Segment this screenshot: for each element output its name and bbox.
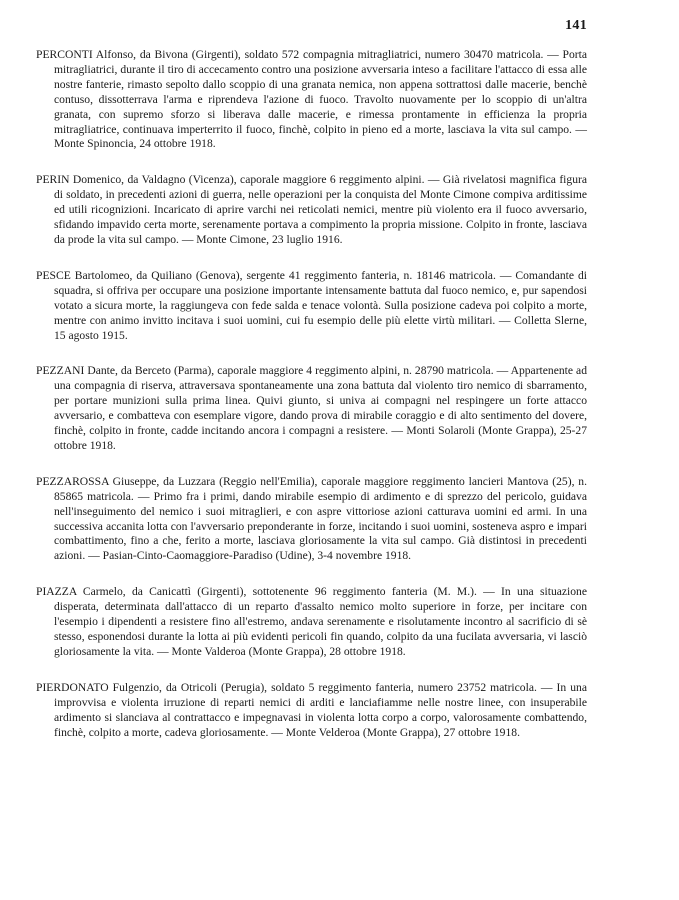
entry-text: Dante, da Berceto (Parma), caporale maggiore 4 reggimento alpini, n. 28790 matricola. — Appartenente ad una compagnia di riserva, attraversava spontaneamente una zona battuta dal violento tiro nemico di sbarramento, per portare munizioni sulla prima linea. Quivi giunto, si univa ai compagni nel respingere un forte attacco avversario, e combatteva con esemplare vigore, dando prova di mirabile coraggio e di alto sentimento del dovere, finchè, colpito in fronte, cadde incitando ancora i compagni a resistere. — Monti Solaroli (Monte Grappa), 25-27 ottobre 1918.	[54, 364, 587, 452]
entry-text: Alfonso, da Bivona (Girgenti), soldato 572 compagnia mitragliatrici, numero 30470 matricola. — Porta mitragliatrici, durante il tiro di accecamento contro una posizione avversaria inteso a facilitare l'attacco di essa alle nostre fanterie, rimasto sepolto dallo scoppio di una granata nemica, non appena sottrattosi dalle macerie, benchè contuso, dissotterrava l'arma e riprendeva l'azione di fuoco. Travolto nuovamente per lo scoppio di un'altra granata, con supremo sforzo si liberava dalle macerie, e rimessa prontamente in efficienza la propria mitragliatrice, continuava imperterrito il fuoco, finchè, colpito in pieno ed a morte, lasciava la vita sul campo. — Monte Spinoncia, 24 ottobre 1918.	[54, 48, 587, 151]
entry-surname: PEZZANI	[36, 364, 85, 378]
citation-entry	[36, 364, 587, 453]
entry-surname: PIERDONATO	[36, 680, 109, 694]
entry-text: Carmelo, da Canicattì (Girgenti), sottotenente 96 reggimento fanteria (M. M.). — In una situazione disperata, determinata dall'attacco di un reparto d'assalto nemico molto superiore in forze, per incitare con l'esempio i dipendenti a resistere fino all'estremo, andava serenamente e risolutamente incontro al sacrificio di sè stesso, esponendosi durante la lotta ai più evidenti pericoli fin quando, colpito da una fucilata avversaria, vi lasciò gloriosamente la vita. — Monte Valderoa (Monte Grappa), 28 ottobre 1918.	[54, 585, 587, 658]
entry-text: Domenico, da Valdagno (Vicenza), caporale maggiore 6 reggimento alpini. — Già rivelatosi magnifica figura di soldato, in precedenti azioni di guerra, nelle operazioni per la conquista del Monte Cimone compiva arditissime ed utili ricognizioni. Incaricato di aprire varchi nei reticolati nemici, mentre più violento era il fuoco avversario, sfidando impavido certa morte, serenamente portava a compimento la propria missione. Colpito in fronte, lasciava da prode la vita sul campo. — Monte Cimone, 23 luglio 1916.	[54, 173, 587, 246]
entry-text: Giuseppe, da Luzzara (Reggio nell'Emilia), caporale maggiore reggimento lancieri Mantova (25), n. 85865 matricola. — Primo fra i primi, dando mirabile esempio di ardimento e di sprezzo del pericolo, guidava nell'inseguimento del nemico i suoi mitraglieri, e con aspre vittoriose azioni catturava uomini ed armi. In una successiva accanita lotta con l'avversario preponderante in forze, incitando i suoi uomini, sosteneva aspro e impari combattimento, fino a che, ferito a morte, lasciava gloriosamente la vita sul campo. Già distintosi in precedenti azioni. — Pasian-Cinto-Caomaggiore-Paradiso (Udine), 3-4 novembre 1918.	[54, 474, 587, 563]
page-number: 141	[565, 18, 587, 33]
entry-surname: PEZZAROSSA	[36, 474, 109, 488]
citation-entry	[36, 681, 587, 741]
citation-entry	[36, 48, 587, 152]
citations-list	[36, 48, 587, 761]
citation-entry	[36, 585, 587, 660]
entry-surname: PERIN	[36, 173, 70, 187]
citation-entry	[36, 173, 587, 248]
citation-entry	[36, 269, 587, 344]
entry-text: Fulgenzio, da Otricoli (Perugia), soldato 5 reggimento fanteria, numero 23752 matricola. — In una improvvisa e violenta irruzione di reparti nemici di arditi e lanciafiamme nelle nostre linee, con insuperabile ardimento si slanciava al contrattacco e impegnavasi in violenta lotta corpo a corpo, valorosamente combattendo, finchè, colpito a morte, cadeva gloriosamente. — Monte Velderoa (Monte Grappa), 27 ottobre 1918.	[54, 680, 587, 739]
entry-surname: PERCONTI	[36, 48, 93, 61]
entry-surname: PESCE	[36, 268, 71, 282]
citation-entry	[36, 475, 587, 564]
entry-text: Bartolomeo, da Quiliano (Genova), sergente 41 reggimento fanteria, n. 18146 matricola. — Comandante di squadra, si offriva per occupare una posizione importante intensamente battuta dal fuoco nemico, e, pur sapendosi votato a sicura morte, la raggiungeva con fede salda e tenace volontà. Sulla posizione cadeva poi colpito a morte, mentre con animo invitto incitava i suoi uomini, cui fu esempio delle più elette virtù militari. — Colletta Slerne, 15 agosto 1915.	[54, 268, 587, 342]
entry-surname: PIAZZA	[36, 585, 77, 599]
